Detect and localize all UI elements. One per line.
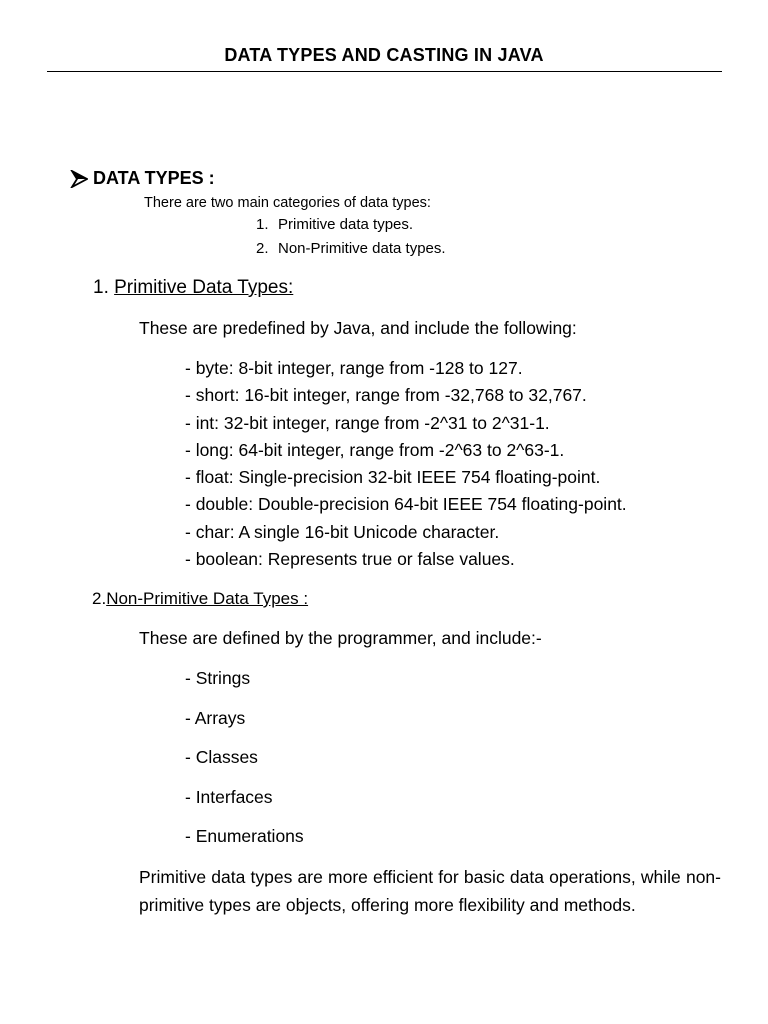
primitive-heading-number: 1.	[93, 277, 115, 298]
list-item: - short: 16-bit integer, range from -32,768 to 32,767.	[185, 385, 587, 406]
list-item: - Classes	[185, 747, 258, 767]
list-item: - Interfaces	[185, 786, 273, 807]
primitive-heading-label: Primitive Data Types:	[114, 277, 294, 298]
primitive-types-list	[185, 357, 627, 575]
primitive-heading	[93, 277, 293, 299]
section-heading-label: DATA TYPES :	[93, 168, 215, 188]
list-item-label: Non-Primitive data types.	[278, 240, 446, 257]
list-item	[256, 216, 446, 240]
document-title: DATA TYPES AND CASTING IN JAVA	[224, 45, 544, 65]
list-item: - Arrays	[185, 707, 246, 728]
list-item: - Enumerations	[185, 826, 304, 846]
list-number: 2.	[256, 240, 269, 257]
list-item: - boolean: Represents true or false values.	[185, 549, 515, 570]
list-item: - byte: 8-bit integer, range from -128 to 127.	[185, 358, 523, 378]
arrow-bullet-icon	[70, 170, 88, 188]
closing-paragraph: Primitive data types are more efficient for basic data operations, while non-primitive types are objects, offering more flexibility and methods.	[139, 867, 721, 915]
list-item: - float: Single-precision 32-bit IEEE 754 floating-point.	[185, 467, 601, 488]
title-divider	[47, 71, 722, 72]
list-item: - long: 64-bit integer, range from -2^63 to 2^63-1.	[185, 439, 565, 460]
list-number: 1.	[256, 216, 269, 233]
list-item: - int: 32-bit integer, range from -2^31 to 2^31-1.	[185, 412, 550, 433]
primitive-description: These are predefined by Java, and include the following:	[139, 318, 577, 338]
non-primitive-types-list	[185, 667, 304, 865]
section-heading-data-types	[70, 168, 215, 189]
list-item: - char: A single 16-bit Unicode character.	[185, 521, 500, 542]
intro-text: There are two main categories of data types:	[144, 195, 431, 211]
category-list	[256, 216, 446, 264]
non-primitive-heading-label: Non-Primitive Data Types :	[106, 589, 309, 608]
list-item: - double: Double-precision 64-bit IEEE 754 floating-point.	[185, 494, 627, 515]
list-item	[256, 240, 446, 264]
non-primitive-heading	[92, 589, 308, 609]
non-primitive-heading-number: 2.	[92, 589, 107, 608]
list-item-label: Primitive data types.	[278, 216, 414, 233]
list-item: - Strings	[185, 668, 251, 688]
non-primitive-description: These are defined by the programmer, and include:-	[139, 628, 542, 648]
